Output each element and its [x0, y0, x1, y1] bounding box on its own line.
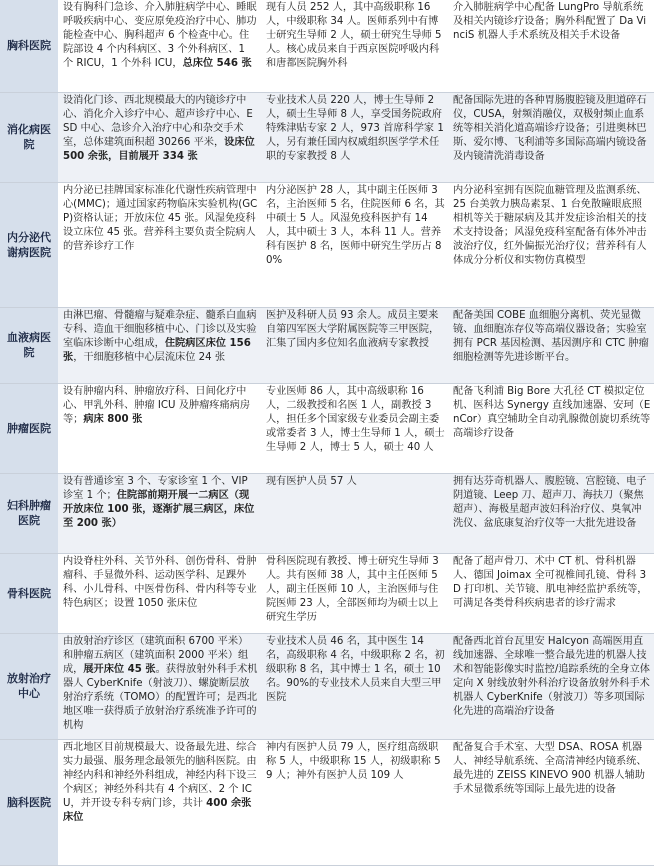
bed-count-highlight: 400 余张床位: [63, 797, 252, 823]
staff-description: 专业技术人员 220 人，博士生导师 2 人，硕士生导师 8 人，享受国务院政府特殊津贴专家 2 人，973 首席科学家 1 人，另有兼任国内权威组织医学学术任职的专家教授 8 人: [261, 92, 448, 182]
bed-count-highlight: 住院部前期开展一二病区（现开放床位 100 张，逐渐扩展三病区，床位至 200 张）: [63, 489, 255, 529]
facility-text: 设有胸科门急诊、介入肺脏病学中心、睡眠呼吸疾病中心、变应原免疫治疗中心、肺功能检查中心、胸科超声 6 个检查中心。住院部设 4 个内科病区、3 个外科病区、1 个 RICU，1 个外科 ICU，: [63, 2, 257, 69]
table-row: [0, 633, 654, 739]
department-name: 胸科医院: [0, 0, 58, 92]
department-name: 脑科医院: [0, 739, 58, 865]
table-row: [0, 383, 654, 473]
equipment-description: 内分泌科室拥有医院血糖管理及监测系统、25 台美敦力胰岛素泵、1 台免散瞳眼底照相机等关于糖尿病及其并发症诊治相关的技术支持设备；风湿免疫科室配备有体外冲击波治疗仪，红外偏振光治疗仪；营养科有人体成分分析仪和实物仿真模型: [448, 182, 654, 307]
bed-count-highlight: 展开床位 45 张: [83, 663, 156, 675]
facility-text: 由放射治疗诊区（建筑面积 6700 平米）和肿瘤五病区（建筑面积 2000 平米）组成，: [63, 635, 249, 675]
table-row: [0, 0, 654, 92]
department-name: 放射治疗中心: [0, 633, 58, 739]
equipment-description: 配备飞利浦 Big Bore 大孔径 CT 模拟定位机、医科达 Synergy 直线加速器、安珂（EnCor）真空辅助全自动乳腺微创旋切系统等高端诊疗设备: [448, 383, 654, 473]
department-name: 妇科肿瘤医院: [0, 473, 58, 553]
department-name: 肿瘤医院: [0, 383, 58, 473]
facility-text: 由淋巴瘤、骨髓瘤与疑难杂症、髓系白血病专科、造血干细胞移植中心、门诊以及实验室临床诊断中心组成，: [63, 309, 257, 349]
staff-description: 专业技术人员 46 名，其中医生 14 名，高级职称 4 名，中级职称 2 名，初级职称 8 名，其中博士 1 名，硕士 10 名。90%的专业技术人员来自大型三甲医院: [261, 633, 448, 739]
equipment-description: 配备了超声骨刀、术中 CT 机、骨科机器人、德国 Joimax 全可视椎间孔镜、骨科 3D 打印机、关节镜、肌电神经监护系统等，可满足各类骨科疾病患者的诊疗需求: [448, 553, 654, 633]
staff-description: 医护及科研人员 93 余人。成员主要来自第四军医大学附属医院等三甲医院，汇集了国内多位知名血液病专家教授: [261, 307, 448, 383]
department-name: 血液病医院: [0, 307, 58, 383]
equipment-description: 配备美国 COBE 血细胞分离机、荧光显微镜、血细胞冻存仪等高端仪器设备；实验室拥有 PCR 基因检测、基因测序和 CTC 肿瘤细胞检测等先进诊断平台。: [448, 307, 654, 383]
table-row: [0, 553, 654, 633]
facility-text-tail: 。获得放射外科手术机器人 CyberKnife（射波刀）、螺旋断层放射治疗系统（TOMO）的配置许可；是西北地区唯一获得质子放射治疗系统准予许可的机构: [63, 663, 258, 731]
equipment-description: 拥有达芬奇机器人、腹腔镜、宫腔镜、电子阴道镜、Leep 刀、超声刀、海扶刀（聚焦超声）、海极星超声波妇科治疗仪、臭氧冲洗仪、盆底康复治疗仪等一大批先进设备: [448, 473, 654, 553]
table-row: [0, 739, 654, 865]
staff-description: 神内有医护人员 79 人，医疗组高级职称 5 人，中级职称 15 人，初级职称 59 人；神外有医护人员 109 人: [261, 739, 448, 865]
staff-description: 骨科医院现有教授、博士研究生导师 3 人。共有医师 38 人，其中主任医师 5 人，副主任医师 10 人，主治医师与住院医师 23 人，全部医师均为硕士以上研究生学历: [261, 553, 448, 633]
bed-count-highlight: 设床位 500 余张，目前展开 334 张: [63, 136, 255, 162]
staff-description: 专业医师 86 人，其中高级职称 16 人，二级教授和名医 1 人，副教授 3 人，担任多个国家级专业委员会副主委或常委者 3 人，博士生导师 1 人，硕士生导师 2 人，博士 5 人，硕士 40 人: [261, 383, 448, 473]
facility-description: [58, 182, 261, 307]
table-row: [0, 307, 654, 383]
facility-text: 内设脊柱外科、关节外科、创伤骨科、骨肿瘤科、手显微外科、运动医学科、足踝外科、小儿骨科、中医骨伤科、骨内科等专业特色病区；设置 1050 张床位: [63, 555, 257, 609]
facility-text: 设消化门诊、西北规模最大的内镜诊疗中心、消化介入诊疗中心、超声诊疗中心、ESD 中心、急诊介入治疗中心和杂交手术室，总体建筑面积超 30266 平米，: [63, 94, 253, 148]
equipment-description: 配备国际先进的各种胃肠腹腔镜及胆道碎石仪，CUSA，射频消融仪，双极射频止血系统等相关消化道高端诊疗设备；引进奥林巴斯、爱尔博、飞利浦等多国际高端内镜设备及内镜清洗消毒设备: [448, 92, 654, 182]
staff-description: 现有人员 252 人，其中高级职称 16 人，中级职称 34 人。医师系列中有博士研究生导师 2 人，硕士研究生导师 5 人。核心成员来自于西京医院呼吸内科和唐都医院胸外科: [261, 0, 448, 92]
department-name: 骨科医院: [0, 553, 58, 633]
table-row: [0, 182, 654, 307]
facility-description: [58, 307, 261, 383]
bed-count-highlight: 住院病区床位 156 张: [63, 337, 251, 363]
bed-count-highlight: 总床位 546 张: [182, 58, 252, 69]
department-name: 内分泌代谢病医院: [0, 182, 58, 307]
facility-description: [58, 553, 261, 633]
table-row: [0, 473, 654, 553]
equipment-description: 配备西北首台瓦里安 Halcyon 高端医用直线加速器、全球唯一整合最先进的机器人技术和智能影像实时监控/追踪系统的全身立体定向 X 射线放射外科治疗设备放射外科手术机器人 CyberKnife（射波刀）等多项国际化先进的高端治疗设备: [448, 633, 654, 739]
equipment-description: 配备复合手术室、大型 DSA、ROSA 机器人、神经导航系统、全高清神经内镜系统、最先进的 ZEISS KINEVO 900 机器人辅助手术显微系统等国际上最先进的设备: [448, 739, 654, 865]
table-row: [0, 92, 654, 182]
bed-count-highlight: 病床 800 张: [83, 413, 143, 425]
facility-description: [58, 383, 261, 473]
facility-text: 设有普通诊室 3 个、专家诊室 1 个、VIP 诊室 1 个；: [63, 475, 248, 501]
staff-description: 现有医护人员 57 人: [261, 473, 448, 553]
facility-description: [58, 92, 261, 182]
facility-text: 设有肿瘤内科、肿瘤放疗科、日间化疗中心、甲乳外科、肿瘤 ICU 及肿瘤疼痛病房等；: [63, 385, 251, 425]
facility-description: [58, 739, 261, 865]
facility-text: 西北地区目前规模最大、设备最先进、综合实力最强、服务理念最领先的脑科医院。由神经内科和神经外科组成，神经内科下设三个病区；神经外科共有 4 个病区、2 个 ICU，并开设专科专病门诊，共计: [63, 741, 257, 809]
equipment-description: 介入肺脏病学中心配备 LungPro 导航系统及相关内镜诊疗设备；胸外科配置了 Da VinciS 机器人手术系统及相关手术设备: [448, 0, 654, 92]
facility-text: 内分泌已挂牌国家标准化代谢性疾病管理中心(MMC)；通过国家药物临床实验机构(GCP)资格认证；开放床位 45 张。风湿免疫科设立床位 45 张。营养科主要负责全院病人的营养诊疗工作: [63, 184, 258, 252]
facility-text-tail: ，干细胞移植中心层流床位 24 张: [73, 351, 226, 363]
facility-description: [58, 0, 261, 92]
department-name: 消化病医院: [0, 92, 58, 182]
facility-description: [58, 473, 261, 553]
staff-description: 内分泌医护 28 人，其中副主任医师 3 名，主治医师 5 名，住院医师 6 名，其中硕士 5 人。风湿免疫科医护有 14 人，其中硕士 3 人，本科 11 人。营养科有医护 8 名，医师中研究生学历占 80%: [261, 182, 448, 307]
facility-description: [58, 633, 261, 739]
